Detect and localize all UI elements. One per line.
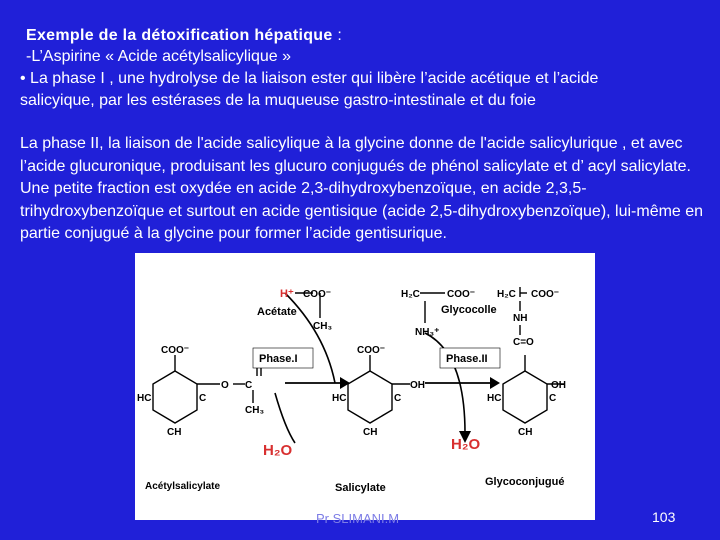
aspirin-line: -L’Aspirine « Acide acétylsalicylique »: [26, 48, 292, 65]
ring1-ch: CH: [167, 427, 182, 438]
ring-acetylsalicylate: [153, 371, 197, 423]
page-number: 103: [652, 509, 676, 525]
ring3-hc-left: HC: [487, 393, 502, 404]
phase1-label: Phase.I: [259, 353, 298, 365]
glycocolle-h2c: H₂C: [401, 289, 420, 300]
glycocolle-nh3: NH₃⁺: [415, 327, 440, 338]
ring-salicylate: [348, 371, 392, 423]
glycocolle-coo: COO⁻: [447, 289, 476, 300]
acetylsalicylate-label: Acétylsalicylate: [145, 481, 221, 492]
ring-glycoconjugue: [503, 371, 547, 423]
reaction-diagram: [135, 253, 595, 520]
product-co: C=O: [513, 337, 534, 348]
title-colon: :: [337, 27, 343, 44]
ring1-ester-c: C: [245, 380, 253, 391]
ring2-coo: COO⁻: [357, 345, 386, 356]
ring1-hc-left: HC: [137, 393, 152, 404]
h-plus-label: H⁺: [280, 288, 294, 300]
product-oh: OH: [551, 380, 566, 391]
acetate-coo: COO⁻: [303, 289, 332, 300]
glycoconjugue-label: Glycoconjugué: [485, 476, 565, 488]
ring2-c: C: [394, 393, 402, 404]
phase1-water-arrow: [275, 393, 295, 443]
glycocolle-label: Glycocolle: [441, 304, 497, 316]
salicylate-label: Salicylate: [335, 482, 386, 494]
product-h2c: H₂C: [497, 289, 516, 300]
ring1-c: C: [199, 393, 207, 404]
phase1-line-2: salicyique, par les estérases de la muqueuse gastro-intestinale et du foie: [20, 92, 536, 109]
product-nh: NH: [513, 313, 528, 324]
ring2-ch: CH: [363, 427, 378, 438]
footer-author: Pr SLIMANI.M: [316, 511, 400, 526]
title-text: Exemple de la détoxification hépatique: [26, 27, 333, 44]
product-coo: COO⁻: [531, 289, 560, 300]
acetate-ch3: CH₃: [313, 321, 333, 332]
phase1-water: H₂O: [263, 442, 293, 459]
ring3-c: C: [549, 393, 557, 404]
ring2-hc-left: HC: [332, 393, 347, 404]
phase2-water: H₂O: [451, 436, 481, 453]
phase2-label: Phase.II: [446, 353, 488, 365]
ring1-ester-o: O: [221, 380, 229, 391]
reaction-diagram-svg: [135, 253, 595, 520]
ring3-ch: CH: [518, 427, 533, 438]
ring2-oh: OH: [410, 380, 425, 391]
phase1-line-1: • La phase I , une hydrolyse de la liaison ester qui libère l’acide acétique et l’acide: [20, 70, 599, 87]
slide-title: [26, 27, 342, 45]
acetate-label: Acétate: [257, 306, 297, 318]
phase2-paragraph: La phase II, la liaison de l'acide salicylique à la glycine donne de l'acide salicylurique , et avec l’acide glucuronique, produisant les glucuro conjugués de phénol salicylate et d’ acyl salicylate. Une petite fraction est oxydée en acide 2,3-dihydroxybenzoïque, en acide 2,3,5-trihydroxybenzoïque et surtout en acide gentisique (acide 2,5-dihydroxybenzoïque), lui-même en partie conjugué à la glycine pour former l’acide gentisurique.: [20, 135, 704, 242]
ring1-coo: COO⁻: [161, 345, 190, 356]
ring1-ch3: CH₃: [245, 405, 265, 416]
